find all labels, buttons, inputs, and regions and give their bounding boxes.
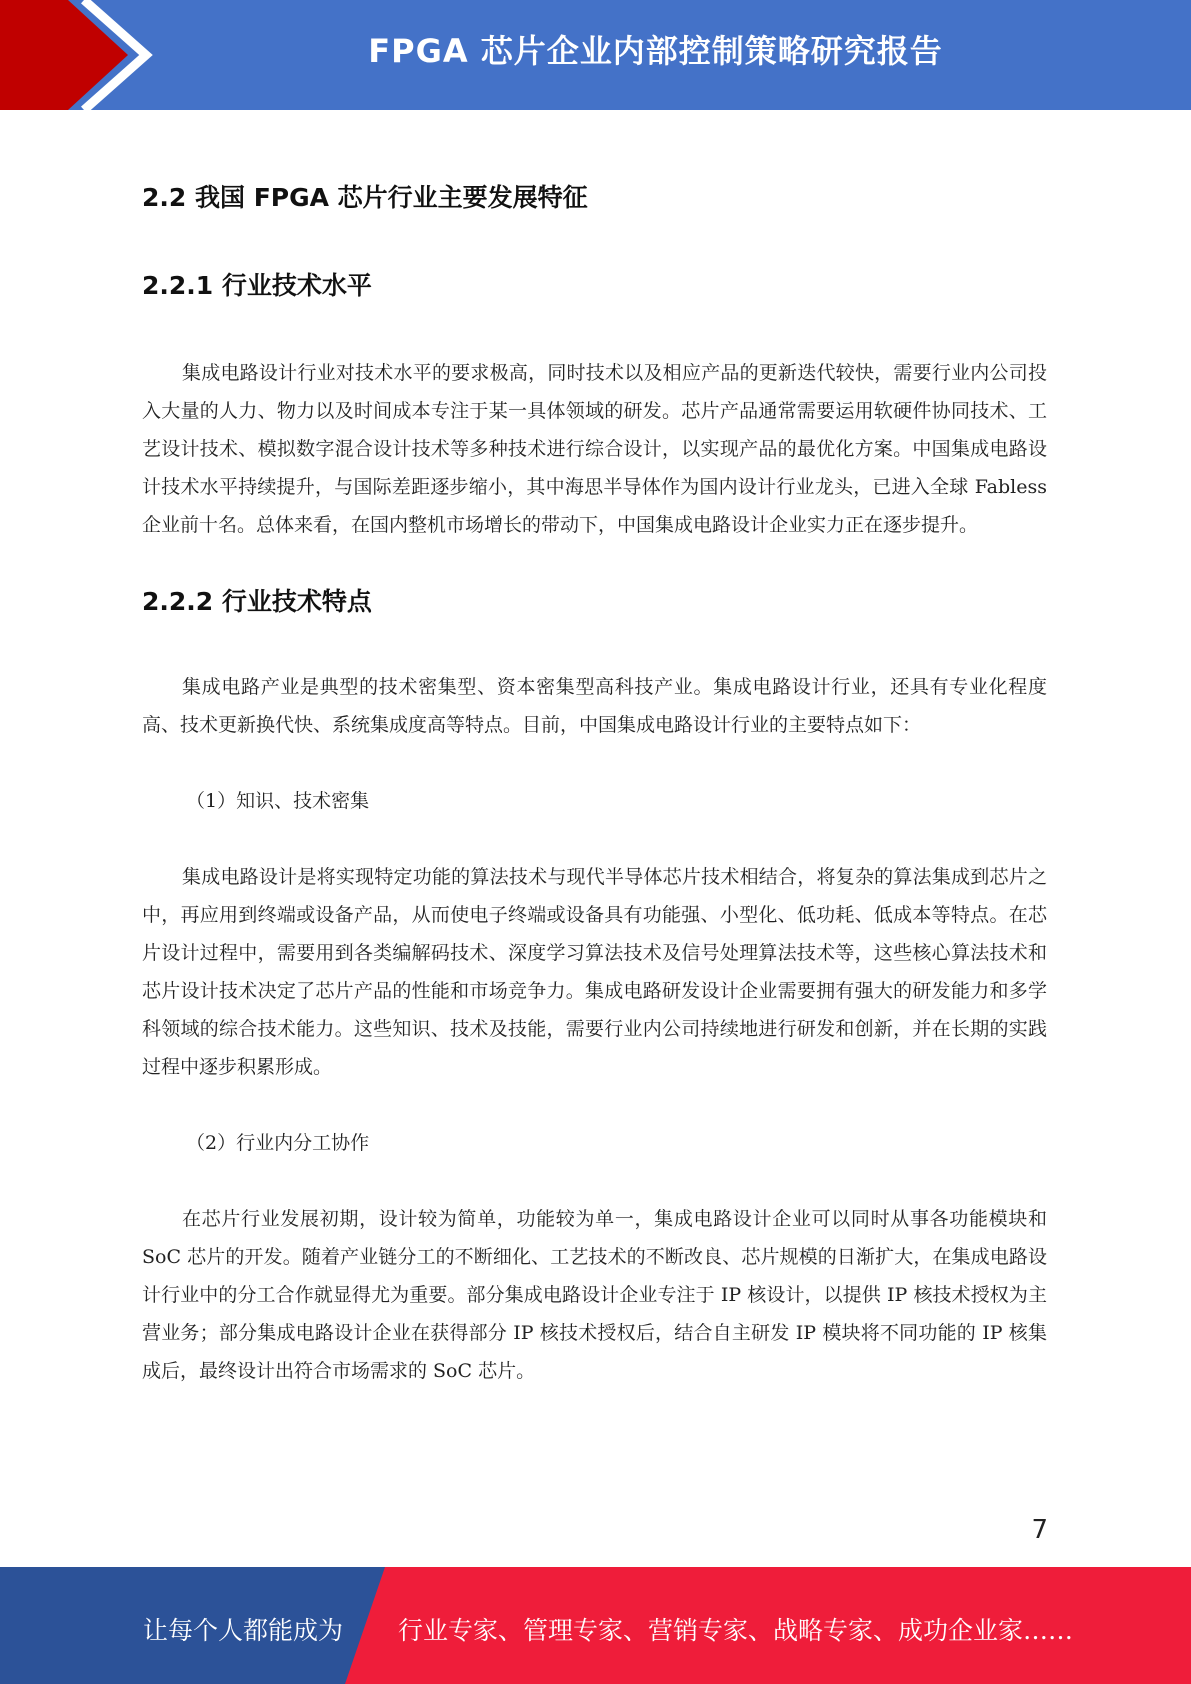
paragraph-technology-features-intro: 集成电路产业是典型的技术密集型、资本密集型高科技产业。集成电路设计行业，还具有专业化程度高、技术更新换代快、系统集成度高等特点。目前，中国集成电路设计行业的主要特点如下： [142, 676, 1047, 736]
subsection-heading-technology-level: 2.2.1 行业技术水平 [142, 271, 372, 300]
footer-slogan-right: 行业专家、管理专家、营销专家、战略专家、成功企业家…… [398, 1616, 1074, 1645]
page-number: 7 [1031, 1515, 1048, 1545]
section-heading: 2.2 我国 FPGA 芯片行业主要发展特征 [142, 183, 588, 212]
list-item-title-division-of-labor: （2）行业内分工协作 [186, 1132, 370, 1154]
list-item-title-knowledge-intensive: （1）知识、技术密集 [186, 790, 370, 812]
page-content [142, 178, 1047, 1390]
paragraph-division-of-labor: 在芯片行业发展初期，设计较为简单，功能较为单一，集成电路设计企业可以同时从事各功能模块和 SoC 芯片的开发。随着产业链分工的不断细化、工艺技术的不断改良、芯片规模的日渐扩大，在集成电路设计行业中的分工合作就显得尤为重要。部分集成电路设计企业专注于 IP 核设计，以提供 IP 核技术授权为主营业务；部分集成电路设计企业在获得部分 IP 核技术授权后，结合自主研发 IP 模块将不同功能的 IP 核集成后，最终设计出符合市场需求的 SoC 芯片。 [142, 1208, 1047, 1382]
paragraph-knowledge-intensive: 集成电路设计是将实现特定功能的算法技术与现代半导体芯片技术相结合，将复杂的算法集成到芯片之中，再应用到终端或设备产品，从而使电子终端或设备具有功能强、小型化、低功耗、低成本等特点。在芯片设计过程中，需要用到各类编解码技术、深度学习算法技术及信号处理算法技术等，这些核心算法技术和芯片设计技术决定了芯片产品的性能和市场竞争力。集成电路研发设计企业需要拥有强大的研发能力和多学科领域的综合技术能力。这些知识、技术及技能，需要行业内公司持续地进行研发和创新，并在长期的实践过程中逐步积累形成。 [142, 866, 1047, 1078]
page-header [0, 0, 1191, 110]
page-footer [0, 1567, 1191, 1684]
report-title: FPGA 芯片企业内部控制策略研究报告 [368, 32, 943, 70]
paragraph-technology-level: 集成电路设计行业对技术水平的要求极高，同时技术以及相应产品的更新迭代较快，需要行业内公司投入大量的人力、物力以及时间成本专注于某一具体领域的研发。芯片产品通常需要运用软硬件协同技术、工艺设计技术、模拟数字混合设计技术等多种技术进行综合设计，以实现产品的最优化方案。中国集成电路设计技术水平持续提升，与国际差距逐步缩小，其中海思半导体作为国内设计行业龙头，已进入全球 Fabless 企业前十名。总体来看，在国内整机市场增长的带动下，中国集成电路设计企业实力正在逐步提升。 [142, 362, 1047, 536]
subsection-heading-technology-features: 2.2.2 行业技术特点 [142, 587, 372, 616]
footer-slogan-left: 让每个人都能成为 [143, 1616, 344, 1645]
